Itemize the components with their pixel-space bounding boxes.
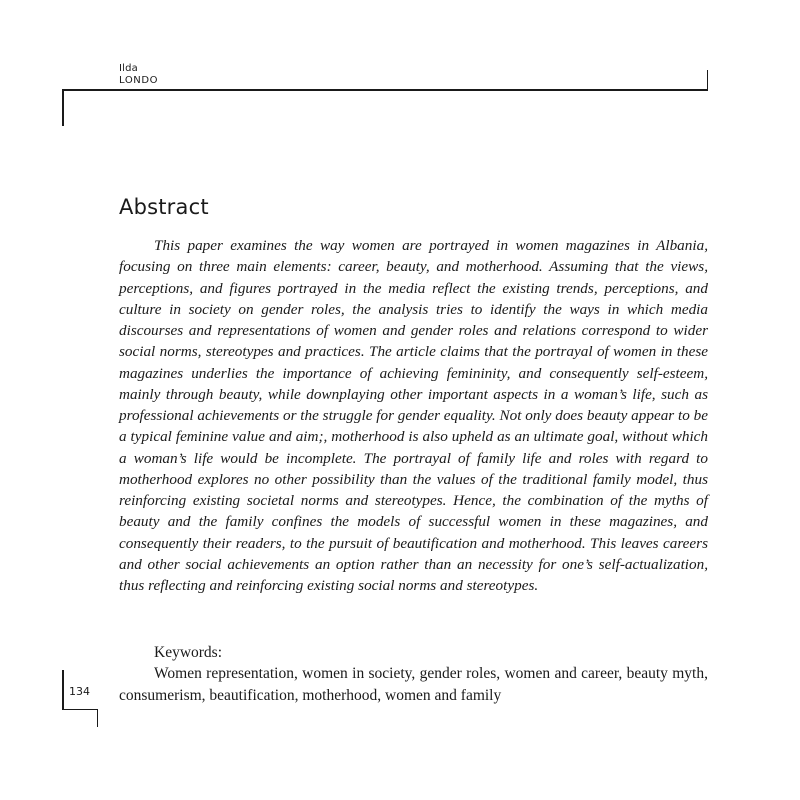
footer-left-rule <box>62 670 64 710</box>
header-left-tick <box>62 89 64 126</box>
running-header-author-last-name: LONDO <box>119 75 159 86</box>
header-right-tick <box>707 70 709 90</box>
running-header-author-first-name: Ilda <box>119 63 139 74</box>
header-rule <box>62 89 708 91</box>
abstract-body: This paper examines the way women are portrayed in women magazines in Albania, focusing on three main elements: career, beauty, and motherhood. Assuming that the views, perceptions, and figures portrayed in the media reflect the existing trends, perceptions, and culture in society on gender roles, the analysis tries to identify the ways in which media discourses and representations of women and gender roles and relations correspond to wider social norms, stereotypes and practices. The article claims that the portrayal of women in these magazines underlies the importance of achieving femininity, and consequently self-esteem, mainly through beauty, while downplaying other important aspects in a woman’s life, such as professional achievements or the struggle for gender equality. Not only does beauty appear to be a typical feminine value and aim;, motherhood is also upheld as an ultimate goal, without which a woman’s life would be incomplete. The portrayal of family life and roles with regard to motherhood explores no other possibility than the values of the traditional family model, thus reinforcing existing societal norms and stereotypes. Hence, the combination of the myths of beauty and the family confines the models of successful women in these magazines, and consequently their readers, to the pursuit of beautification and motherhood. This leaves careers and other social achievements an option rather than an necessity for one’s self-actualization, thus reflecting and reinforcing existing social norms and stereotypes. <box>119 237 708 594</box>
page-number: 134 <box>69 685 90 698</box>
keywords-label: Keywords: <box>154 644 223 661</box>
footer-bottom-rule <box>62 709 98 711</box>
abstract-heading: Abstract <box>119 195 209 219</box>
footer-right-tick <box>97 709 99 727</box>
keywords-list: Women representation, women in society, gender roles, women and career, beauty myth, consumerism, beautification, motherhood, women and family <box>119 665 708 704</box>
